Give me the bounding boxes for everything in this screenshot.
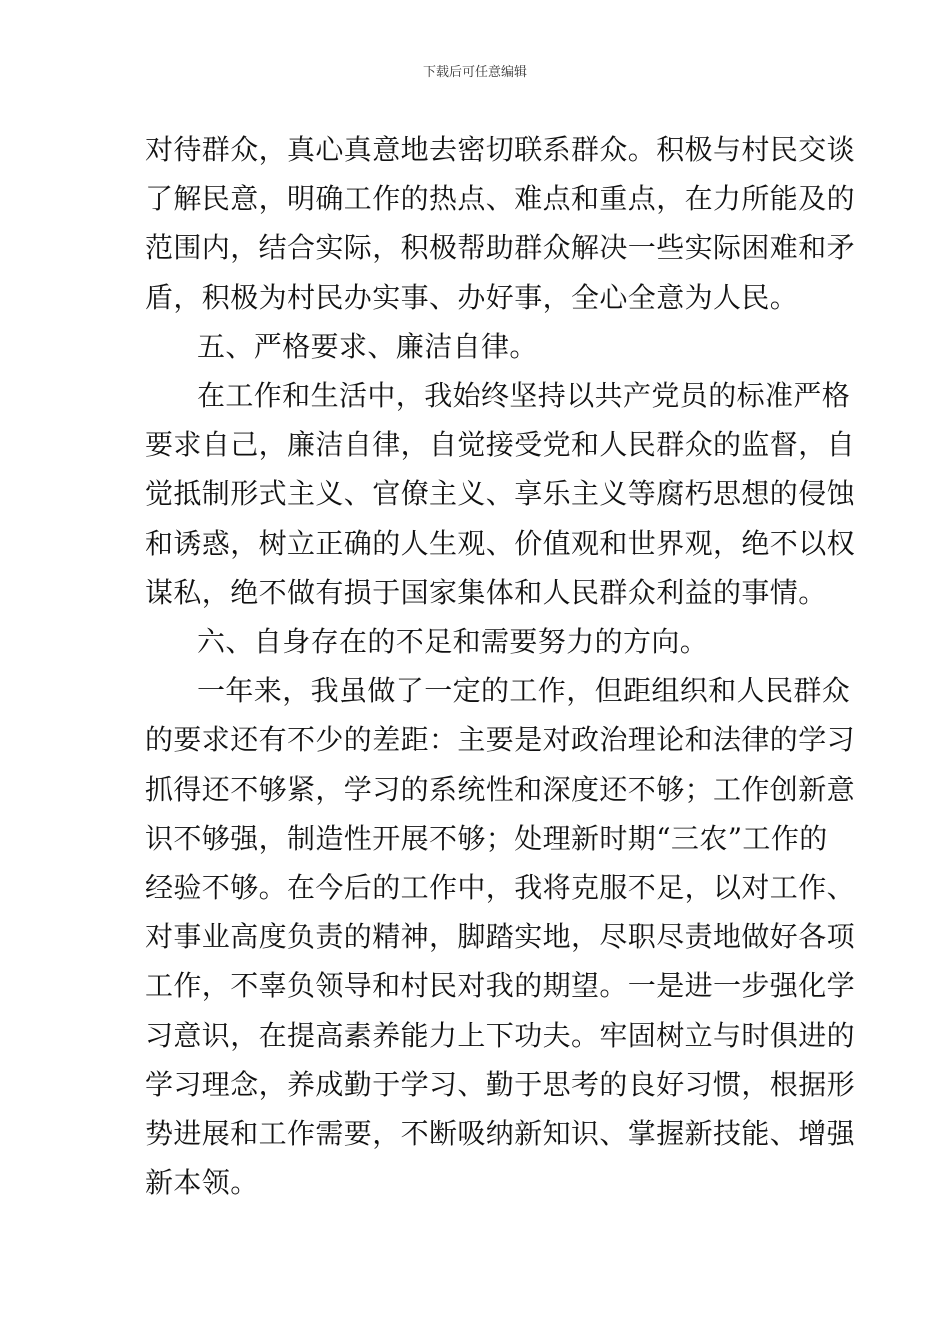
- text-line: 要求自己，廉洁自律，自觉接受党和人民群众的监督，自: [145, 428, 856, 461]
- text-line: 觉抵制形式主义、官僚主义、享乐主义等腐朽思想的侵蚀: [145, 477, 856, 510]
- text-line: 对待群众，真心真意地去密切联系群众。积极与村民交谈: [145, 133, 856, 166]
- text-line: 抓得还不够紧，学习的系统性和深度还不够；工作创新意: [145, 773, 856, 806]
- text-line: 工作，不辜负领导和村民对我的期望。一是进一步强化学: [145, 969, 856, 1002]
- text-line: 盾，积极为村民办实事、办好事，全心全意为人民。: [145, 281, 799, 314]
- text-line: 的要求还有不少的差距：主要是对政治理论和法律的学习: [145, 723, 856, 756]
- text-line: 和诱惑，树立正确的人生观、价值观和世界观，绝不以权: [145, 527, 856, 560]
- text-line: 了解民意，明确工作的热点、难点和重点，在力所能及的: [145, 182, 856, 215]
- text-line: 六、自身存在的不足和需要努力的方向。: [197, 625, 709, 658]
- page-header: 下载后可任意编辑: [422, 65, 527, 80]
- text-line: 谋私，绝不做有损于国家集体和人民群众利益的事情。: [145, 576, 827, 609]
- text-line: 经验不够。在今后的工作中，我将克服不足，以对工作、: [145, 871, 856, 904]
- text-line: 对事业高度负责的精神，脚踏实地，尽职尽责地做好各项: [145, 920, 856, 953]
- text-line: 新本领。: [145, 1166, 259, 1199]
- text-line: 在工作和生活中，我始终坚持以共产党员的标准严格: [197, 379, 851, 412]
- text-line: 势进展和工作需要，不断吸纳新知识、掌握新技能、增强: [145, 1117, 856, 1150]
- text-line: 一年来，我虽做了一定的工作，但距组织和人民群众: [197, 674, 851, 707]
- text-line: 范围内，结合实际，积极帮助群众解决一些实际困难和矛: [145, 231, 856, 264]
- text-line: 识不够强，制造性开展不够；处理新时期“三农”工作的: [145, 822, 828, 855]
- text-line: 五、严格要求、廉洁自律。: [197, 330, 538, 363]
- text-line: 学习理念，养成勤于学习、勤于思考的良好习惯，根据形: [145, 1068, 856, 1101]
- text-line: 习意识，在提高素养能力上下功夫。牢固树立与时俱进的: [145, 1019, 856, 1052]
